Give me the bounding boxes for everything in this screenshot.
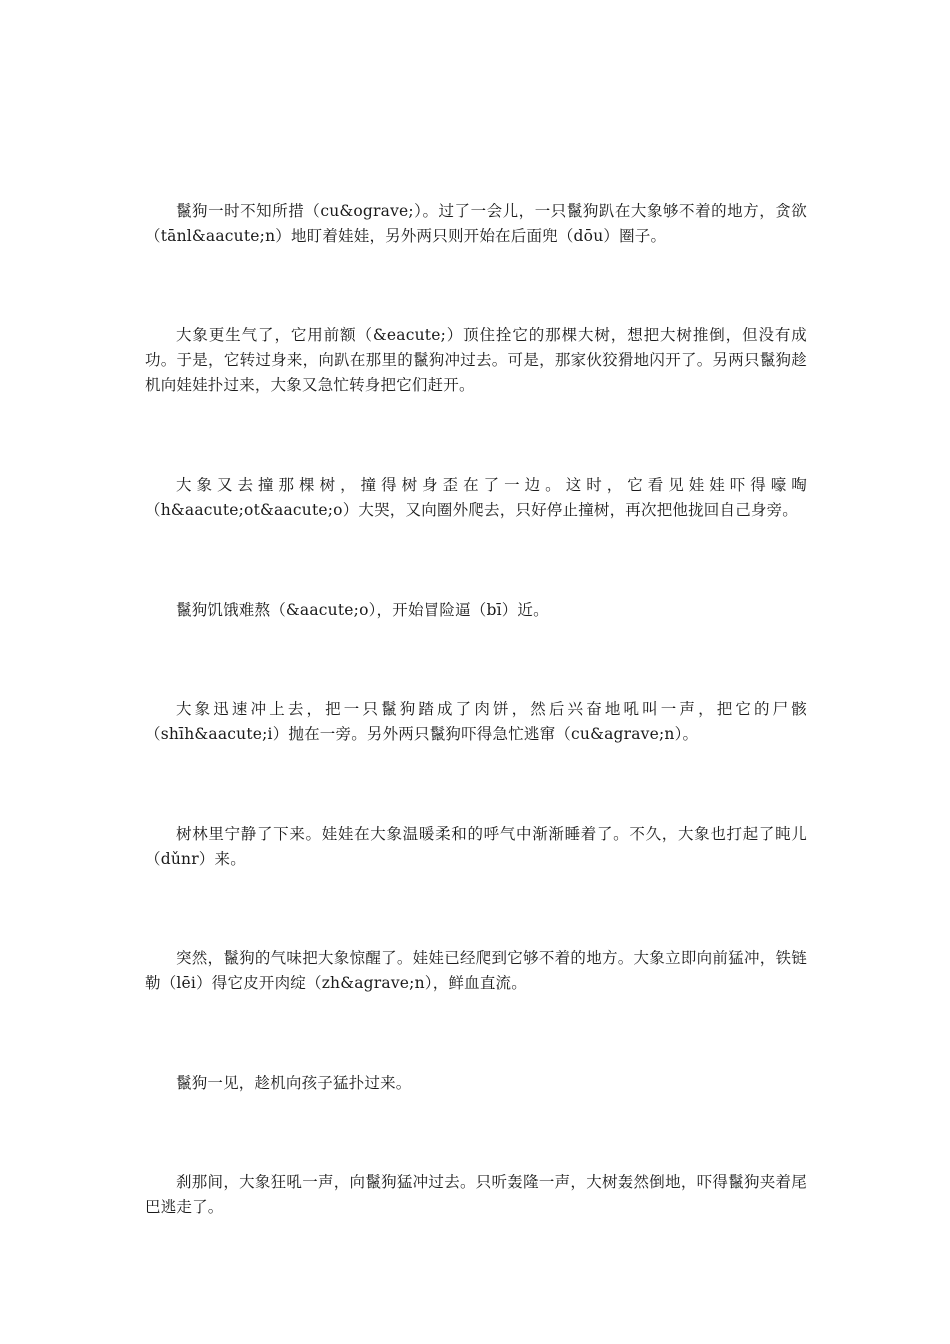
paragraph: 大象迅速冲上去，把一只鬣狗踏成了肉饼，然后兴奋地吼叫一声，把它的尸骸（shīh&aacute;i）抛在一旁。另外两只鬣狗吓得急忙逃窜（cu&agrave;n）。: [145, 700, 807, 743]
paragraph: 突然，鬣狗的气味把大象惊醒了。娃娃已经爬到它够不着的地方。大象立即向前猛冲，铁链勒（lēi）得它皮开肉绽（zh&agrave;n），鲜血直流。: [145, 949, 807, 992]
paragraph: 树林里宁静了下来。娃娃在大象温暖柔和的呼气中渐渐睡着了。不久，大象也打起了盹儿（dǔnr）来。: [145, 825, 807, 868]
paragraph: 大象更生气了，它用前额（&eacute;）顶住拴它的那棵大树，想把大树推倒，但没有成功。于是，它转过身来，向趴在那里的鬣狗冲过去。可是，那家伙狡猾地闪开了。另两只鬣狗趁机向娃娃扑过来，大象又急忙转身把它们赶开。: [145, 326, 807, 394]
paragraph: 鬣狗一见，趁机向孩子猛扑过来。: [176, 1074, 412, 1092]
paragraph: 刹那间，大象狂吼一声，向鬣狗猛冲过去。只听轰隆一声，大树轰然倒地，吓得鬣狗夹着尾巴逃走了。: [145, 1173, 807, 1216]
paragraph: 鬣狗饥饿难熬（&aacute;o），开始冒险逼（bī）近。: [176, 601, 549, 619]
paragraph: 大象又去撞那棵树，撞得树身歪在了一边。这时，它看见娃娃吓得嚎啕（h&aacute;ot&aacute;o）大哭，又向圈外爬去，只好停止撞树，再次把他拢回自己身旁。: [145, 476, 807, 519]
paragraph: 鬣狗一时不知所措（cu&ograve;）。过了一会儿，一只鬣狗趴在大象够不着的地方，贪欲（tānl&aacute;n）地盯着娃娃，另外两只则开始在后面兜（dōu）圈子。: [145, 202, 807, 245]
